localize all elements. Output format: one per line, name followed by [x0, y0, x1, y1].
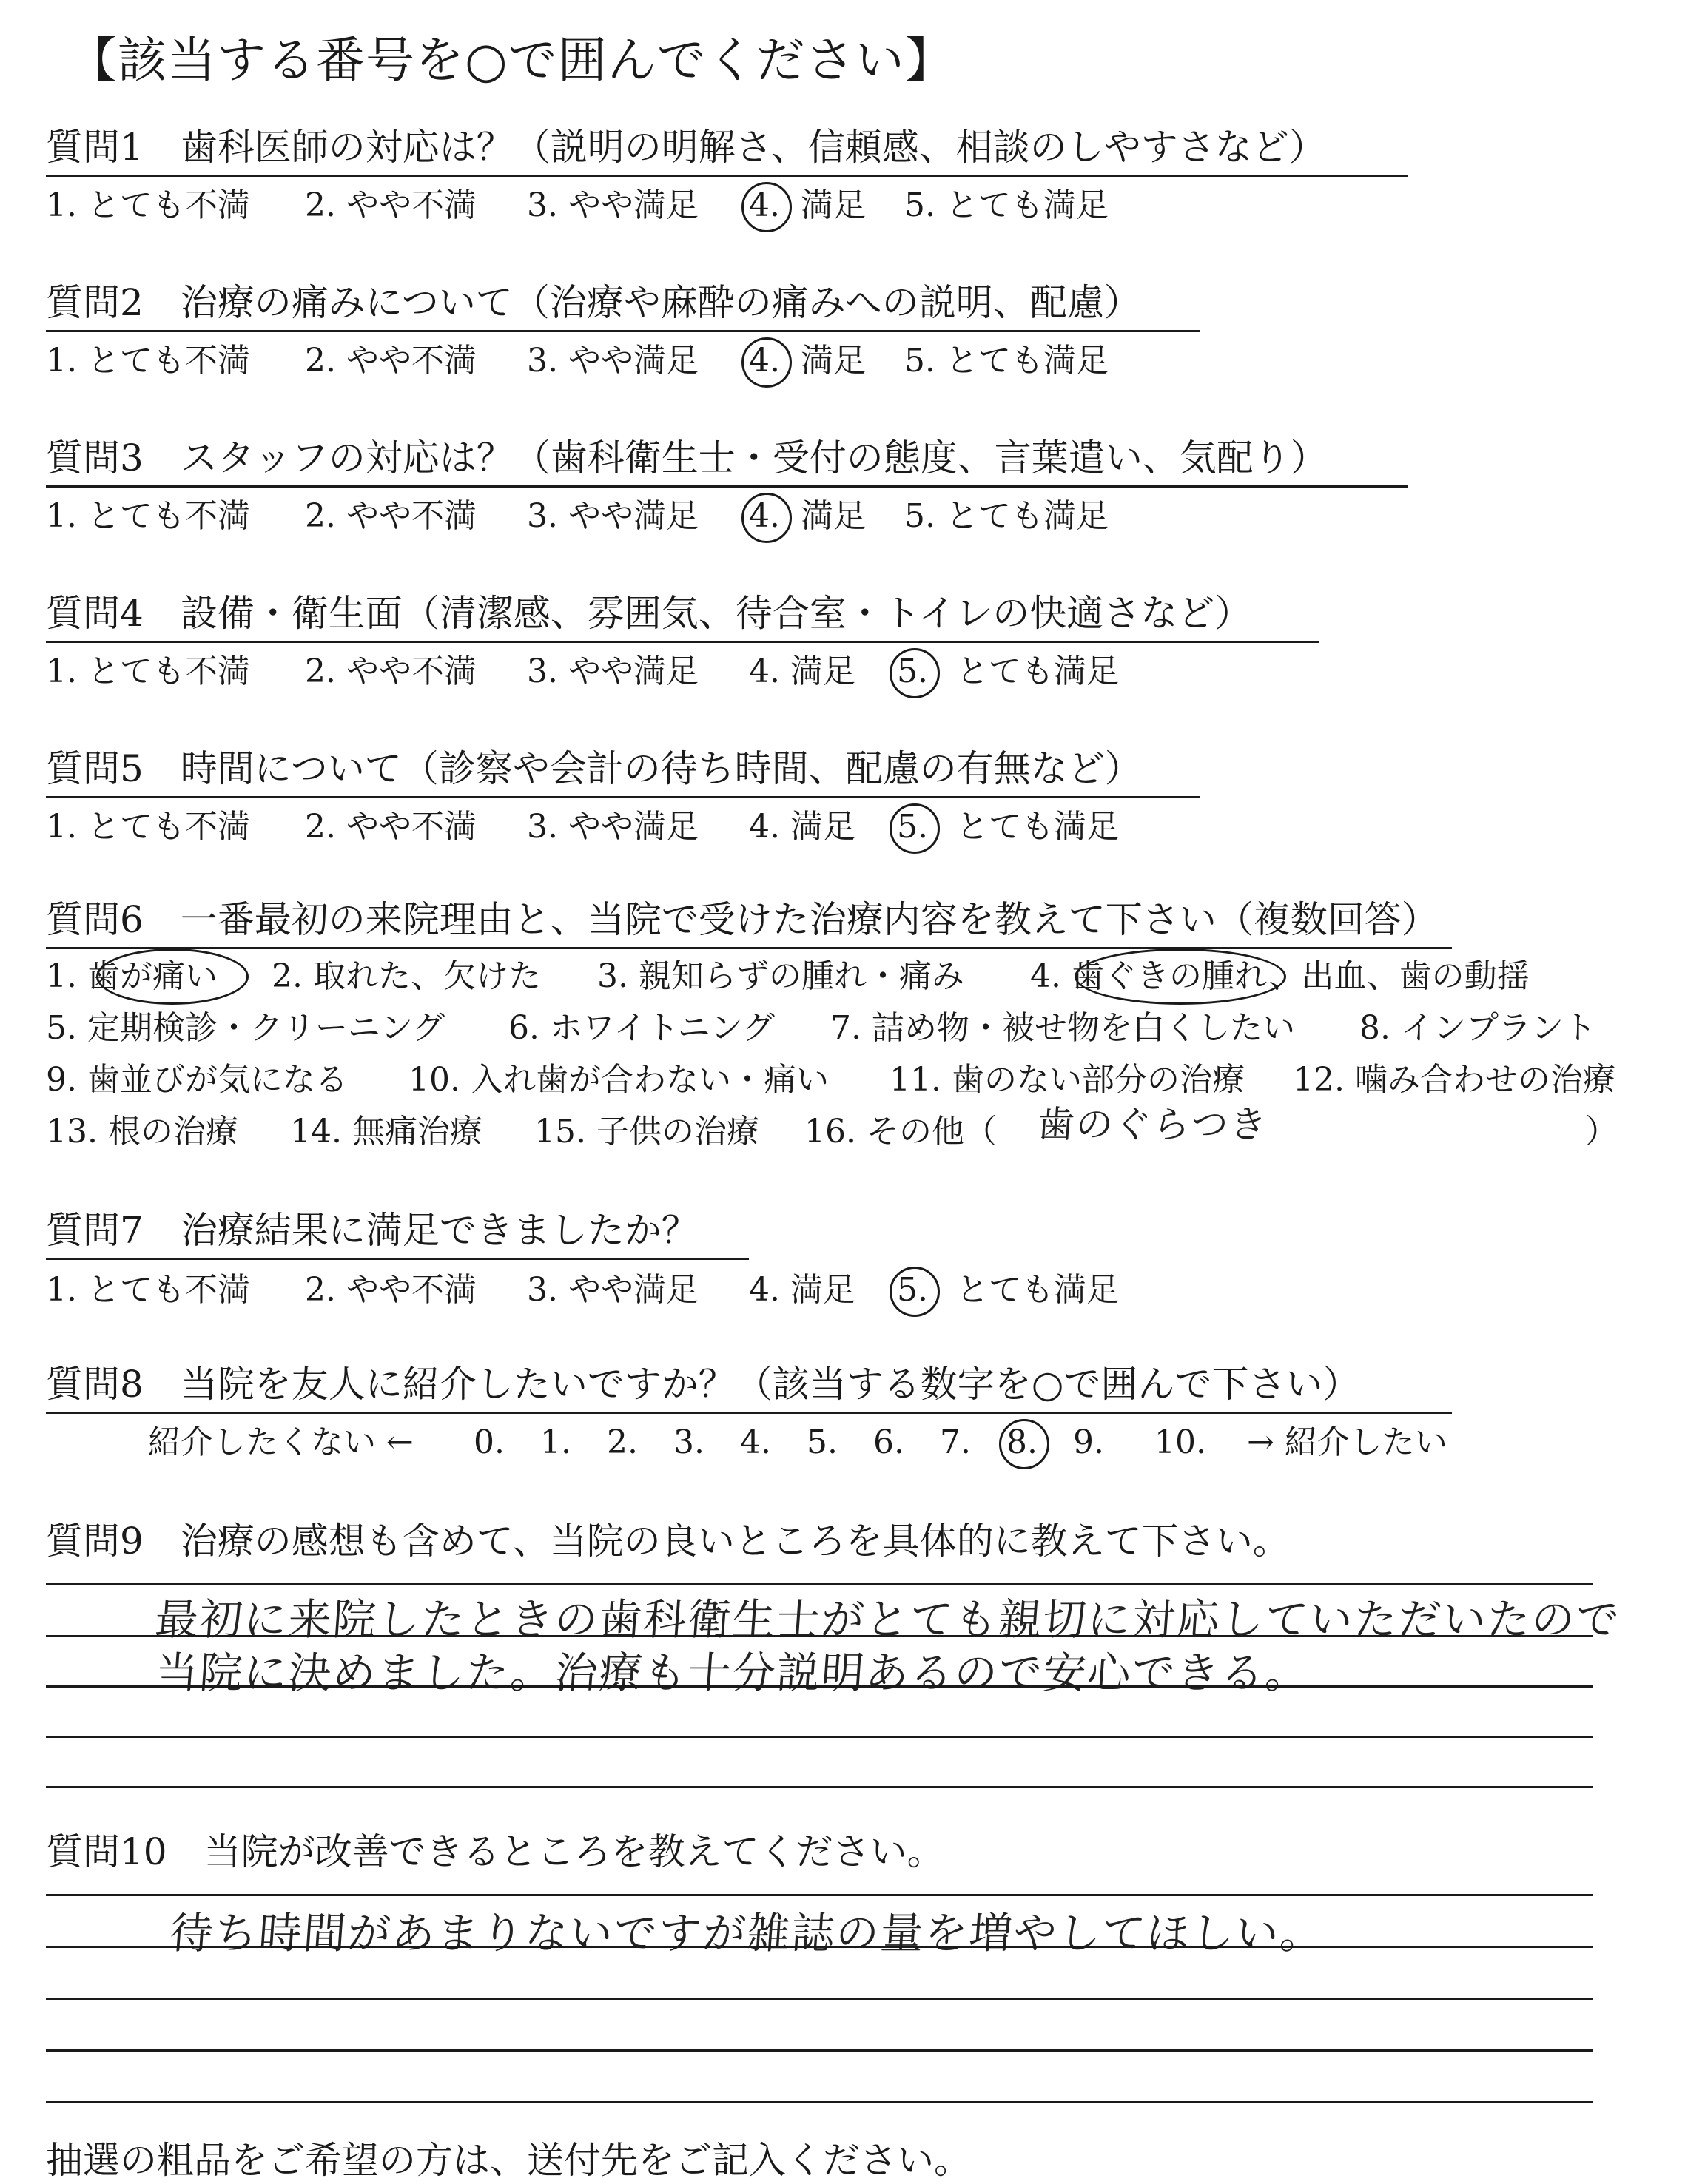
option[interactable]: 1. とても不満	[46, 497, 250, 535]
footer-note: 抽選の粗品をご希望の方は、送付先をご記入ください。	[46, 2139, 971, 2182]
question-9-title	[46, 1518, 1290, 1564]
option[interactable]: 9. 歯並びが気になる	[46, 1061, 348, 1099]
option-label: 満足	[801, 497, 866, 535]
question-label: 質問3	[46, 437, 144, 479]
scale-option[interactable]: 4.	[740, 1423, 771, 1461]
option-label: とても満足	[956, 808, 1119, 846]
circle-mark: 5.	[897, 1270, 928, 1311]
question-text: 時間について（診察や会計の待ち時間、配慮の有無など）	[180, 747, 1142, 790]
question-2-title	[46, 280, 1200, 332]
option[interactable]: 3. 親知らずの腫れ・痛み	[597, 957, 964, 995]
answer-line	[46, 1635, 1593, 1637]
circle-mark: 4.	[749, 496, 780, 537]
option[interactable]: 10. 入れ歯が合わない・痛い	[408, 1061, 829, 1099]
question-label: 質問10	[46, 1830, 167, 1873]
option[interactable]: 3. やや満足	[527, 1271, 699, 1309]
question-7-options	[46, 1270, 1600, 1314]
option-selected[interactable]	[749, 185, 780, 226]
question-4-title	[46, 590, 1319, 643]
option[interactable]: 1. とても不満	[46, 186, 250, 224]
option[interactable]: 2. やや不満	[305, 497, 477, 535]
option[interactable]: 1. とても不満	[46, 342, 250, 380]
answer-line	[46, 1998, 1593, 2000]
answer-line	[46, 1946, 1593, 1948]
option-label: 満足	[801, 342, 866, 380]
circle-mark: 5.	[897, 806, 928, 848]
question-text: スタッフの対応は？（歯科衛生士・受付の態度、言葉遣い、気配り）	[180, 437, 1328, 479]
question-3-options	[46, 496, 1600, 540]
option[interactable]: 2. やや不満	[305, 808, 477, 846]
scale-option[interactable]: 5.	[807, 1423, 838, 1461]
option[interactable]: 6. ホワイトニング	[508, 1009, 776, 1047]
question-text: 治療結果に満足できましたか？	[180, 1209, 699, 1252]
form-title: 【該当する番号を○で囲んでください】	[68, 32, 955, 89]
option[interactable]: 12. 噛み合わせの治療	[1293, 1061, 1615, 1099]
scale-option[interactable]: 7.	[940, 1423, 971, 1461]
option[interactable]: 15. 子供の治療	[534, 1113, 759, 1150]
option[interactable]: 1. とても不満	[46, 1271, 250, 1309]
option[interactable]: 5. 定期検診・クリーニング	[46, 1009, 445, 1047]
option-selected[interactable]	[897, 806, 928, 848]
question-9-answer-line-1[interactable]: 最初に来院したときの歯科衛生士がとても親切に対応していただいたので	[153, 1594, 1623, 1645]
question-label: 質問7	[46, 1209, 144, 1252]
circle-mark	[1075, 948, 1286, 1005]
option-selected[interactable]: 4. 歯ぐきの腫れ、出血、歯の動揺	[1030, 957, 1530, 995]
question-3-title	[46, 435, 1408, 488]
option-label: 満足	[801, 186, 866, 224]
scale-option[interactable]: 10.	[1154, 1423, 1206, 1461]
option-label: とても満足	[956, 653, 1119, 690]
option[interactable]: 3. やや満足	[527, 808, 699, 846]
question-label: 質問6	[46, 898, 144, 941]
option[interactable]: 2. やや不満	[305, 1271, 477, 1309]
question-text: 一番最初の来院理由と、当院で受けた治療内容を教えて下さい（複数回答）	[180, 898, 1439, 941]
other-close-paren: ）	[1585, 1113, 1618, 1150]
scale-option[interactable]: 1.	[540, 1423, 571, 1461]
question-2-options	[46, 340, 1600, 385]
question-8-scale	[148, 1422, 1598, 1466]
question-1-title	[46, 124, 1408, 177]
question-label: 質問5	[46, 747, 144, 790]
option[interactable]: 4. 満足	[749, 1271, 855, 1309]
scale-option[interactable]: 0.	[474, 1423, 505, 1461]
question-4-options	[46, 651, 1600, 695]
scale-option-selected[interactable]	[1006, 1422, 1038, 1463]
question-text: 歯科医師の対応は？（説明の明解さ、信頼感、相談のしやすさなど）	[180, 126, 1326, 169]
scale-option[interactable]: 9.	[1073, 1423, 1104, 1461]
scale-option[interactable]: 6.	[873, 1423, 904, 1461]
option[interactable]: 2. 取れた、欠けた	[272, 957, 541, 995]
question-5-title	[46, 746, 1200, 798]
question-8-title	[46, 1361, 1452, 1414]
option[interactable]: 3. やや満足	[527, 653, 699, 690]
question-text: 当院を友人に紹介したいですか？（該当する数字を○で囲んで下さい）	[180, 1363, 1360, 1406]
question-6-options	[46, 956, 1659, 1178]
answer-line	[46, 1786, 1593, 1788]
option[interactable]: 4. 満足	[749, 808, 855, 846]
option[interactable]: 3. やや満足	[527, 186, 699, 224]
question-label: 質問1	[46, 126, 144, 169]
option[interactable]: 5. とても満足	[904, 497, 1109, 535]
other-written-answer[interactable]: 歯のぐらつき	[1035, 1103, 1270, 1146]
question-text: 治療の痛みについて（治療や麻酔の痛みへの説明、配慮）	[180, 281, 1141, 324]
option[interactable]: 14. 無痛治療	[290, 1113, 482, 1150]
question-label: 質問9	[46, 1520, 144, 1563]
question-label: 質問2	[46, 281, 144, 324]
option-selected[interactable]	[897, 1270, 928, 1311]
scale-right-label: → 紹介したい	[1247, 1423, 1447, 1461]
option[interactable]: 4. 満足	[749, 653, 855, 690]
circle-mark	[96, 948, 249, 1005]
question-7-title	[46, 1207, 749, 1260]
option-label: とても満足	[956, 1271, 1119, 1309]
option[interactable]: 3. やや満足	[527, 497, 699, 535]
question-10-answer-line-1[interactable]: 待ち時間があまりないですが雑誌の量を増やしてほしい。	[168, 1908, 1327, 1958]
circle-mark: 4.	[749, 340, 780, 382]
option-selected[interactable]	[897, 651, 928, 692]
answer-line	[46, 1685, 1593, 1688]
scale-option[interactable]: 2.	[607, 1423, 638, 1461]
question-label: 質問8	[46, 1363, 144, 1406]
circle-mark: 5.	[897, 651, 928, 692]
question-text: 当院が改善できるところを教えてください。	[204, 1830, 944, 1873]
option-selected[interactable]: 1. 歯が痛い	[46, 957, 218, 995]
option-other[interactable]: 16. その他（	[804, 1113, 997, 1150]
option[interactable]: 2. やや不満	[305, 342, 477, 380]
question-1-options	[46, 185, 1600, 229]
option[interactable]: 11. 歯のない部分の治療	[890, 1061, 1245, 1099]
option-selected[interactable]	[749, 340, 780, 382]
question-6-title	[46, 897, 1452, 949]
option[interactable]: 5. とても満足	[904, 186, 1109, 224]
option[interactable]: 3. やや満足	[527, 342, 699, 380]
question-text: 治療の感想も含めて、当院の良いところを具体的に教えて下さい。	[180, 1520, 1290, 1563]
option[interactable]: 5. とても満足	[904, 342, 1109, 380]
scale-left-label: 紹介したくない ←	[148, 1423, 414, 1461]
circle-mark: 8.	[1006, 1422, 1038, 1463]
question-label: 質問4	[46, 592, 144, 635]
question-5-options	[46, 806, 1600, 851]
answer-line	[46, 2101, 1593, 2103]
option[interactable]: 13. 根の治療	[46, 1113, 238, 1150]
question-9-answer-line-2[interactable]: 当院に決めました。治療も十分説明あるので安心できる。	[153, 1648, 1312, 1698]
option[interactable]: 2. やや不満	[305, 653, 477, 690]
option[interactable]: 2. やや不満	[305, 186, 477, 224]
answer-line	[46, 1894, 1593, 1896]
question-10-title	[46, 1829, 944, 1875]
option-selected[interactable]	[749, 496, 780, 537]
option[interactable]: 1. とても不満	[46, 808, 250, 846]
option[interactable]: 1. とても不満	[46, 653, 250, 690]
answer-line	[46, 1736, 1593, 1738]
option[interactable]: 7. 詰め物・被せ物を白くしたい	[830, 1009, 1295, 1047]
answer-line	[46, 2049, 1593, 2052]
circle-mark: 4.	[749, 185, 780, 226]
scale-option[interactable]: 3.	[673, 1423, 704, 1461]
question-text: 設備・衛生面（清潔感、雰囲気、待合室・トイレの快適さなど）	[180, 592, 1252, 635]
option[interactable]: 8. インプラント	[1359, 1009, 1596, 1047]
